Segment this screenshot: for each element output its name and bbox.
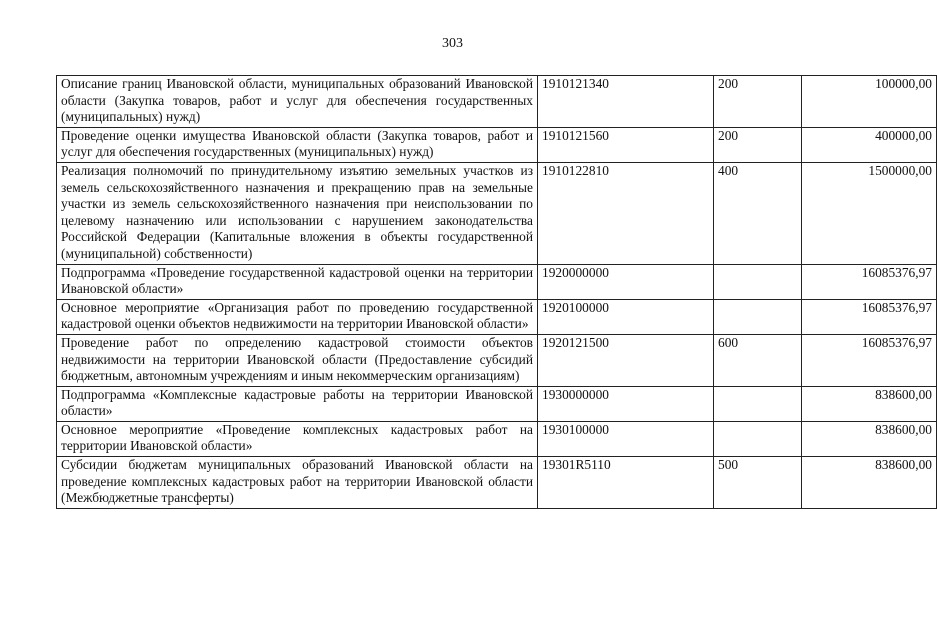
row-amount: 16085376,97 — [802, 299, 937, 334]
table-row — [57, 334, 937, 386]
row-expense-type: 200 — [714, 127, 802, 162]
row-expense-type — [714, 386, 802, 421]
row-expense-type — [714, 299, 802, 334]
row-target-code: 1910121340 — [538, 76, 714, 128]
row-amount: 400000,00 — [802, 127, 937, 162]
row-amount: 16085376,97 — [802, 264, 937, 299]
row-target-code: 1910121560 — [538, 127, 714, 162]
row-amount: 100000,00 — [802, 76, 937, 128]
row-expense-type: 200 — [714, 76, 802, 128]
row-expense-type: 600 — [714, 334, 802, 386]
table-row — [57, 386, 937, 421]
row-target-code: 1910122810 — [538, 162, 714, 264]
row-target-code: 1920100000 — [538, 299, 714, 334]
table-row — [57, 127, 937, 162]
row-amount: 838600,00 — [802, 386, 937, 421]
row-target-code: 1930000000 — [538, 386, 714, 421]
row-expense-type — [714, 264, 802, 299]
row-description: Проведение оценки имущества Ивановской области (Закупка товаров, работ и услуг для обеспечения государственных (муниципальных) нужд) — [57, 127, 538, 162]
table-row — [57, 457, 937, 509]
table-row — [57, 299, 937, 334]
row-target-code: 1920121500 — [538, 334, 714, 386]
budget-table — [56, 75, 937, 509]
row-target-code: 1920000000 — [538, 264, 714, 299]
row-amount: 838600,00 — [802, 421, 937, 456]
row-description: Описание границ Ивановской области, муниципальных образований Ивановской области (Закупка товаров, работ и услуг для обеспечения государственных (муниципальных) нужд) — [57, 76, 538, 128]
row-expense-type: 500 — [714, 457, 802, 509]
row-description: Основное мероприятие «Проведение комплексных кадастровых работ на территории Ивановской области» — [57, 421, 538, 456]
row-description: Реализация полномочий по принудительному изъятию земельных участков из земель сельскохозяйственного назначения и прекращению прав на земельные участки из земель сельскохозяйственного назначения при неиспользовании по целевому назначению или использовании с нарушением законодательства Российской Федерации (Капитальные вложения в объекты государственной (муниципальной) собственности) — [57, 162, 538, 264]
table-row — [57, 76, 937, 128]
table-row — [57, 421, 937, 456]
row-description: Подпрограмма «Проведение государственной кадастровой оценки на территории Ивановской области» — [57, 264, 538, 299]
row-target-code: 19301R5110 — [538, 457, 714, 509]
row-description: Субсидии бюджетам муниципальных образований Ивановской области на проведение комплексных кадастровых работ на территории Ивановской области (Межбюджетные трансферты) — [57, 457, 538, 509]
row-expense-type: 400 — [714, 162, 802, 264]
table-row — [57, 264, 937, 299]
row-target-code: 1930100000 — [538, 421, 714, 456]
row-amount: 1500000,00 — [802, 162, 937, 264]
row-description: Основное мероприятие «Организация работ по проведению государственной кадастровой оценки объектов недвижимости на территории Ивановской области» — [57, 299, 538, 334]
row-amount: 838600,00 — [802, 457, 937, 509]
row-expense-type — [714, 421, 802, 456]
row-description: Проведение работ по определению кадастровой стоимости объектов недвижимости на территории Ивановской области (Предоставление субсидий бюджетным, автономным учреждениям и иным некоммерческим организациям) — [57, 334, 538, 386]
row-amount: 16085376,97 — [802, 334, 937, 386]
row-description: Подпрограмма «Комплексные кадастровые работы на территории Ивановской области» — [57, 386, 538, 421]
page-number: 303 — [442, 36, 463, 51]
table-row — [57, 162, 937, 264]
